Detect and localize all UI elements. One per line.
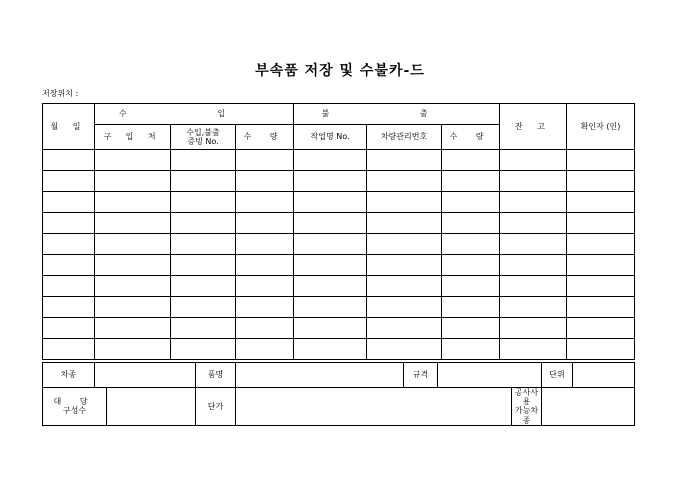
ledger-row (43, 150, 635, 171)
ledger-cell (95, 171, 171, 192)
receipt-doc-line1: 수입,불출 (186, 127, 220, 137)
ledger-cell (500, 234, 567, 255)
ledger-cell (567, 255, 635, 276)
ledger-cell (500, 339, 567, 360)
receipt-qty-header: 수 량 (236, 125, 294, 150)
ledger-row (43, 234, 635, 255)
ledger-cell (294, 339, 367, 360)
balance-header: 잔 고 (500, 104, 567, 150)
ledger-cell (500, 150, 567, 171)
ledger-cell (567, 318, 635, 339)
ledger-cell (294, 276, 367, 297)
ledger-cell (567, 213, 635, 234)
ledger-cell (236, 150, 294, 171)
ledger-cell (43, 297, 95, 318)
vehicle-type-label: 차종 (43, 363, 95, 388)
storage-location-label: 저장위치 : (42, 89, 79, 98)
ledger-cell (236, 318, 294, 339)
receipt-doc-header (171, 125, 236, 150)
ledger-cell (567, 234, 635, 255)
ledger-cell (500, 318, 567, 339)
ledger-cell (367, 192, 442, 213)
entry-rows (43, 150, 635, 360)
ledger-cell (236, 297, 294, 318)
usable-line1: 공사사용 (514, 388, 539, 407)
ledger-row (43, 171, 635, 192)
spec-label: 규격 (404, 363, 438, 388)
vehicle-type-value (95, 363, 196, 388)
ledger-cell (171, 150, 236, 171)
ledger-cell (294, 297, 367, 318)
ledger-cell (567, 339, 635, 360)
ledger-cell (43, 171, 95, 192)
ledger-cell (236, 234, 294, 255)
ledger-cell (500, 276, 567, 297)
count-per-unit-label (43, 388, 107, 426)
ledger-row (43, 213, 635, 234)
ledger-cell (43, 192, 95, 213)
ledger-cell (367, 150, 442, 171)
count-line1: 대 당 (53, 397, 96, 407)
item-name-value (236, 363, 404, 388)
ledger-cell (95, 234, 171, 255)
ledger-cell (171, 297, 236, 318)
ledger-cell (43, 150, 95, 171)
date-header: 월 일 (43, 104, 95, 150)
ledger-cell (442, 318, 500, 339)
ledger-cell (442, 171, 500, 192)
ledger-cell (43, 255, 95, 276)
ledger-cell (43, 318, 95, 339)
work-order-header: 작업명 No. (294, 125, 367, 150)
ledger-cell (95, 150, 171, 171)
ledger-cell (294, 150, 367, 171)
unit-label: 단위 (542, 363, 573, 387)
ledger-cell (367, 255, 442, 276)
card-title: 부속품 저장 및 수불카-드 (255, 63, 425, 79)
ledger-cell (171, 234, 236, 255)
item-name-label: 품명 (196, 363, 236, 388)
ledger-cell (567, 297, 635, 318)
ledger-cell (367, 297, 442, 318)
ledger-cell (442, 255, 500, 276)
issue-header: 불 출 (294, 104, 500, 125)
ledger-cell (236, 213, 294, 234)
ledger-cell (171, 276, 236, 297)
ledger-cell (567, 150, 635, 171)
ledger-cell (442, 297, 500, 318)
usable-vehicles-label (512, 388, 542, 426)
ledger-cell (367, 318, 442, 339)
ledger-cell (294, 318, 367, 339)
ledger-cell (500, 213, 567, 234)
ledger-cell (171, 339, 236, 360)
ledger-cell (367, 234, 442, 255)
vehicle-no-header: 차량관리번호 (367, 125, 442, 150)
ledger-cell (567, 171, 635, 192)
ledger-row (43, 297, 635, 318)
ledger-cell (236, 192, 294, 213)
ledger-row (43, 192, 635, 213)
ledger-cell (294, 234, 367, 255)
ledger-cell (294, 192, 367, 213)
ledger-cell (171, 213, 236, 234)
ledger-cell (95, 255, 171, 276)
ledger-cell (171, 192, 236, 213)
count-line2: 구성수 (62, 406, 87, 416)
ledger-cell (500, 255, 567, 276)
receipt-header: 수 입 (95, 104, 294, 125)
ledger-cell (500, 297, 567, 318)
ledger-cell (95, 213, 171, 234)
ledger-cell (95, 297, 171, 318)
ledger-cell (95, 192, 171, 213)
ledger-cell (567, 192, 635, 213)
ledger-cell (43, 234, 95, 255)
ledger-cell (442, 276, 500, 297)
item-info-table (42, 362, 635, 426)
ledger-cell (95, 339, 171, 360)
spec-value (438, 363, 542, 388)
ledger-cell (43, 213, 95, 234)
ledger-row (43, 255, 635, 276)
count-per-unit-value (107, 388, 196, 426)
supplier-header: 구 입 처 (95, 125, 171, 150)
usable-line2: 가능차종 (514, 406, 539, 425)
ledger-cell (442, 150, 500, 171)
ledger-cell (236, 171, 294, 192)
ledger-cell (294, 213, 367, 234)
ledger-row (43, 318, 635, 339)
receipt-doc-line2: 증빙 No. (187, 137, 219, 146)
unit-cell (542, 363, 635, 388)
ledger-cell (567, 276, 635, 297)
ledger-cell (294, 255, 367, 276)
unit-price-label: 단가 (196, 388, 236, 426)
ledger-cell (442, 213, 500, 234)
ledger-cell (500, 192, 567, 213)
ledger-cell (367, 171, 442, 192)
ledger-cell (171, 171, 236, 192)
ledger-table (42, 103, 635, 360)
ledger-cell (367, 339, 442, 360)
ledger-cell (171, 255, 236, 276)
ledger-cell (95, 276, 171, 297)
ledger-cell (442, 339, 500, 360)
ledger-cell (367, 276, 442, 297)
issue-qty-header: 수 량 (442, 125, 500, 150)
usable-vehicles-value (542, 388, 635, 426)
ledger-row (43, 339, 635, 360)
ledger-cell (442, 234, 500, 255)
confirmer-header: 확인자 (인) (567, 104, 635, 150)
ledger-cell (95, 318, 171, 339)
ledger-cell (171, 318, 236, 339)
ledger-cell (236, 276, 294, 297)
ledger-cell (236, 255, 294, 276)
ledger-cell (294, 171, 367, 192)
ledger-cell (367, 213, 442, 234)
ledger-cell (236, 339, 294, 360)
ledger-row (43, 276, 635, 297)
ledger-cell (43, 339, 95, 360)
ledger-cell (442, 192, 500, 213)
unit-price-value (236, 388, 512, 426)
ledger-cell (500, 171, 567, 192)
ledger-cell (43, 276, 95, 297)
